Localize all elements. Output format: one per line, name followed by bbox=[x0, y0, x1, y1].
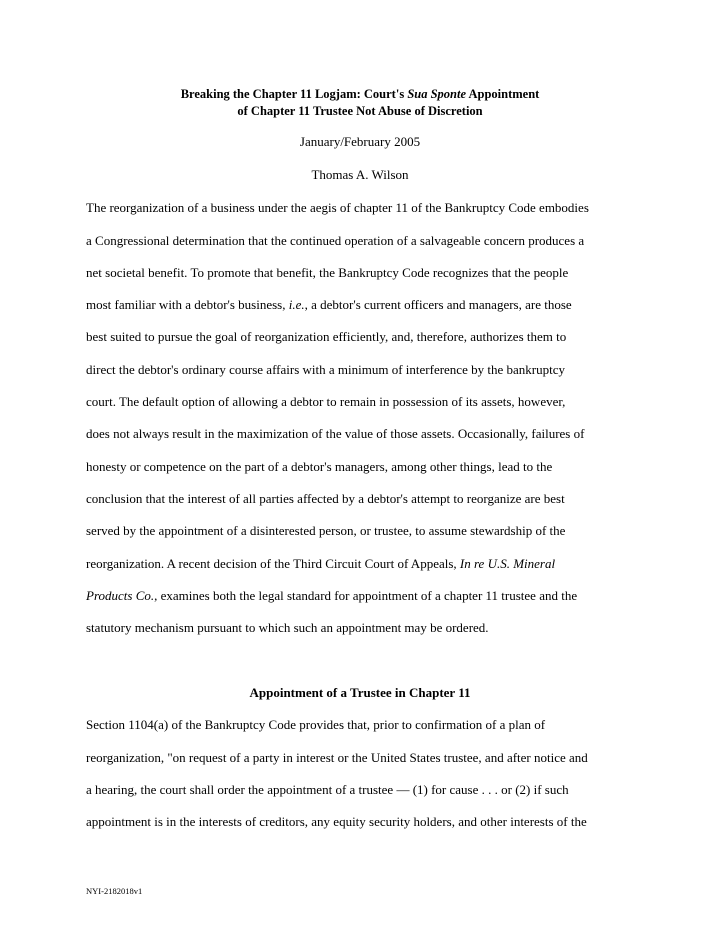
document-title bbox=[0, 86, 720, 120]
paragraph-1-line: statutory mechanism pursuant to which such an appointment may be ordered. bbox=[86, 620, 489, 635]
title-line-1: Breaking the Chapter 11 Logjam: Court's Sua Sponte Appointment bbox=[180, 87, 540, 101]
case-citation: In re U.S. Mineral bbox=[459, 556, 556, 571]
paragraph-1-line: most familiar with a debtor's business, i.e., a debtor's current officers and managers, are those bbox=[86, 297, 572, 312]
title-italic: Sua Sponte bbox=[407, 87, 467, 101]
publication-date: January/February 2005 bbox=[299, 134, 421, 149]
paragraph-1-line: honesty or competence on the part of a debtor's managers, among other things, lead to the bbox=[86, 459, 553, 474]
paragraph-2-line: Section 1104(a) of the Bankruptcy Code provides that, prior to confirmation of a plan of bbox=[86, 717, 546, 732]
paragraph-1-line: Products Co., examines both the legal standard for appointment of a chapter 11 trustee and the bbox=[86, 588, 578, 603]
section-heading: Appointment of a Trustee in Chapter 11 bbox=[249, 685, 471, 700]
paragraph-2-line: reorganization, "on request of a party in interest or the United States trustee, and after notice and bbox=[86, 750, 588, 765]
paragraph-1-line: net societal benefit. To promote that benefit, the Bankruptcy Code recognizes that the people bbox=[86, 265, 569, 280]
paragraph-1-line: a Congressional determination that the continued operation of a salvageable concern produces a bbox=[86, 233, 585, 248]
case-citation: Products Co. bbox=[86, 588, 155, 603]
paragraph-1-line: direct the debtor's ordinary course affairs with a minimum of interference by the bankruptcy bbox=[86, 362, 565, 377]
paragraph-1-line: The reorganization of a business under the aegis of chapter 11 of the Bankruptcy Code embodies bbox=[86, 200, 589, 215]
paragraph-2-line: a hearing, the court shall order the appointment of a trustee — (1) for cause . . . or (2) if such bbox=[86, 782, 569, 797]
document-id-footer: NYI-2182018v1 bbox=[86, 886, 143, 896]
author-name: Thomas A. Wilson bbox=[311, 167, 409, 182]
paragraph-2-line: appointment is in the interests of creditors, any equity security holders, and other interests of the bbox=[86, 814, 587, 829]
title-line-2: of Chapter 11 Trustee Not Abuse of Discretion bbox=[237, 104, 483, 118]
paragraph-1-line: does not always result in the maximization of the value of those assets. Occasionally, failures of bbox=[86, 426, 585, 441]
paragraph-1-line: court. The default option of allowing a debtor to remain in possession of its assets, however, bbox=[86, 394, 566, 409]
paragraph-1-line: conclusion that the interest of all parties affected by a debtor's attempt to reorganize are best bbox=[86, 491, 565, 506]
paragraph-1-line: reorganization. A recent decision of the Third Circuit Court of Appeals, In re U.S. Mineral bbox=[86, 556, 556, 571]
paragraph-1-line: best suited to pursue the goal of reorganization efficiently, and, therefore, authorizes them to bbox=[86, 329, 567, 344]
paragraph-1-line: served by the appointment of a disinterested person, or trustee, to assume stewardship of the bbox=[86, 523, 566, 538]
